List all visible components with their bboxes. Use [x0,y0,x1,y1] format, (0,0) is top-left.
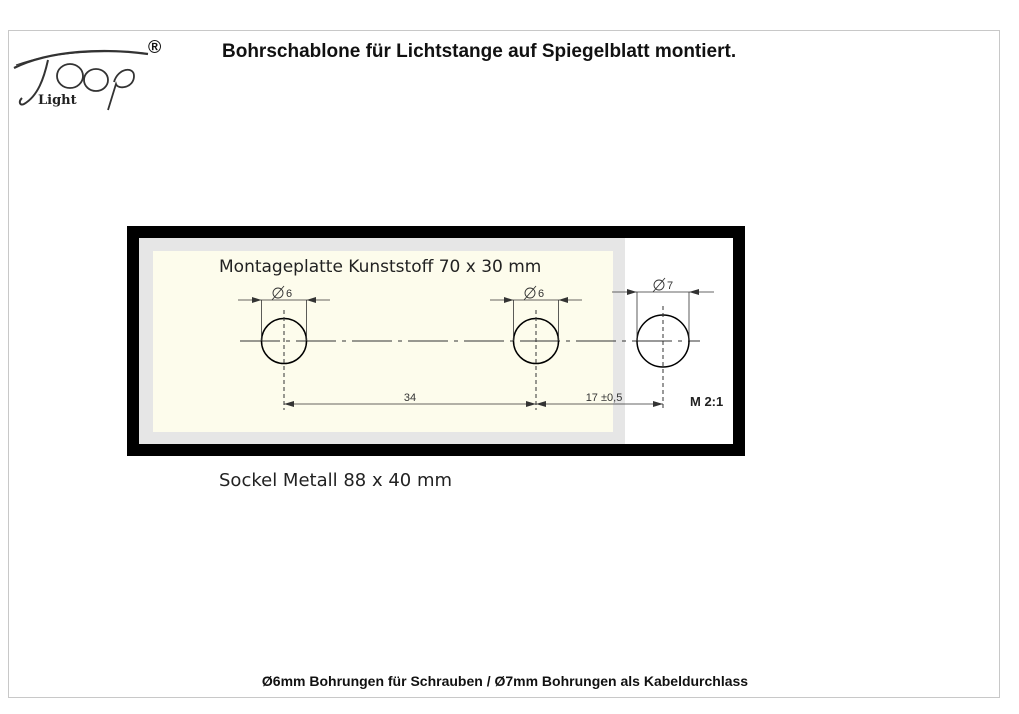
base-label: Sockel Metall 88 x 40 mm [219,470,453,491]
scale-label: M 2:1 [690,394,724,409]
page-title: Bohrschablone für Lichtstange auf Spiegelblatt montiert. [222,41,737,62]
logo-sub-text: Light [38,93,77,108]
dimension-spacing-2-text: 17 ±0,5 [585,392,623,404]
hole-3-diameter-text: 7 [667,280,674,292]
plate-label: Montageplatte Kunststoff 70 x 30 mm [219,257,542,277]
hole-2-diameter-text: 6 [538,288,545,300]
registered-mark: ® [148,37,162,57]
footer-note: Ø6mm Bohrungen für Schrauben / Ø7mm Bohrungen als Kabeldurchlass [261,673,749,689]
dimension-spacing-1-text: 34 [403,392,417,404]
hole-1-diameter-text: 6 [286,288,293,300]
